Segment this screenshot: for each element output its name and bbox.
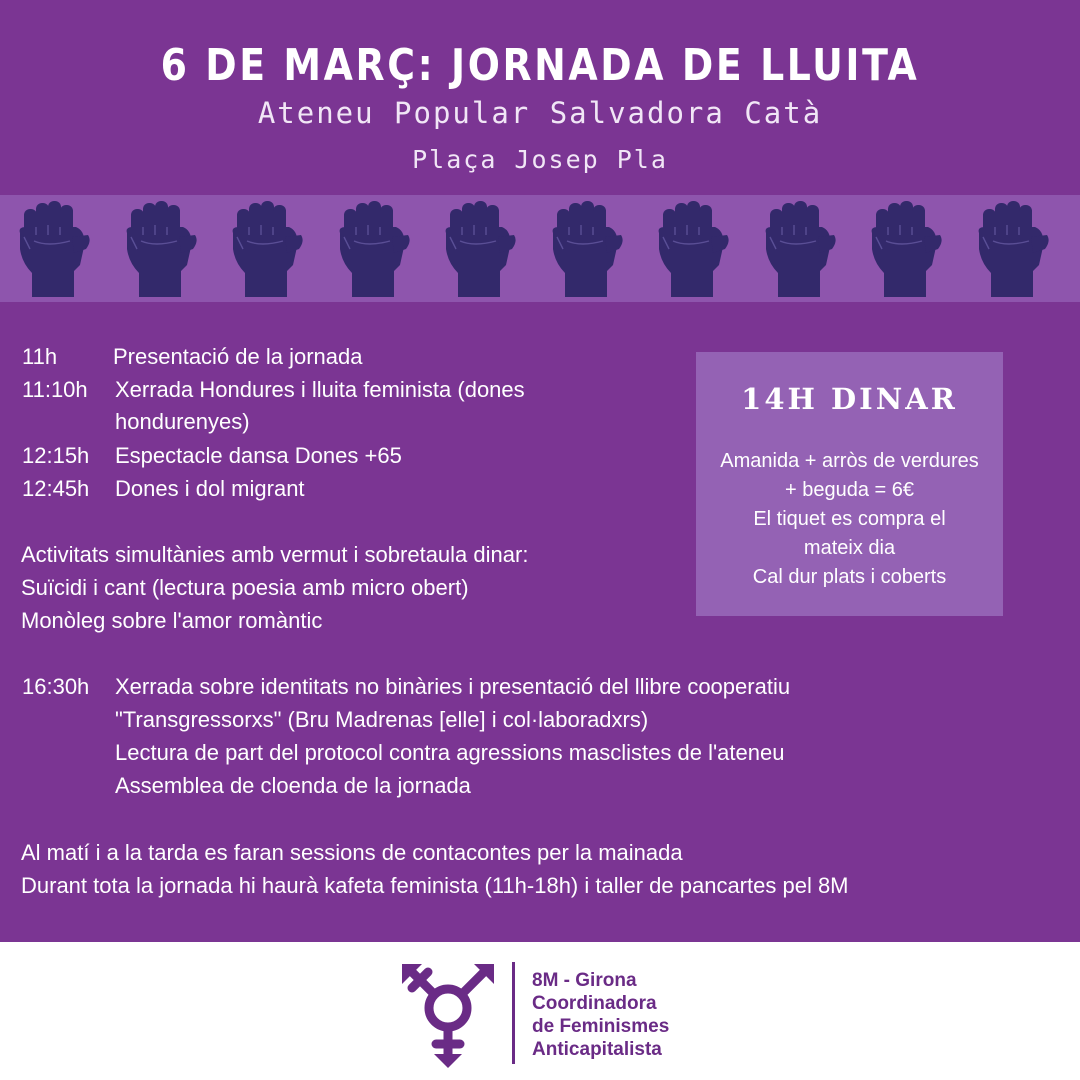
schedule-section [0,302,1080,942]
fist-band [0,195,1080,302]
schedule-time: 12:15h [22,443,90,468]
schedule-item: Lectura de part del protocol contra agressions masclistes de l'ateneu [115,740,785,765]
raised-fist-icon [866,197,944,299]
simultaneous-item: Suïcidi i cant (lectura poesia amb micro obert) [21,575,469,600]
schedule-time: 16:30h [22,674,90,699]
schedule-item: Dones i dol migrant [115,476,305,501]
raised-fist-icon [653,197,731,299]
lunch-line: mateix dia [803,537,896,559]
simultaneous-heading: Activitats simultànies amb vermut i sobretaula dinar: [21,542,529,567]
raised-fist-icon [14,197,92,299]
footer-divider [512,962,515,1064]
venue-address: Plaça Josep Pla [412,145,668,174]
org-line: Coordinadora [532,993,657,1014]
raised-fist-icon [227,197,305,299]
raised-fist-icon [760,197,838,299]
lunch-line: + beguda = 6€ [784,479,914,501]
lunch-line: El tiquet es compra el [753,508,946,530]
schedule-item: "Transgressorxs" (Bru Madrenas [elle] i col·laboradxrs) [115,707,649,732]
schedule-item: Assemblea de cloenda de la jornada [115,773,471,798]
raised-fist-icon [334,197,412,299]
schedule-item: Presentació de la jornada [113,344,363,369]
venue-name: Ateneu Popular Salvadora Catà [257,96,823,130]
schedule-item-continuation: hondurenyes) [115,409,250,434]
schedule-time: 11h [22,344,58,369]
note: Al matí i a la tarda es faran sessions de contacontes per la mainada [21,840,683,865]
header [0,0,1080,195]
page-title: 6 DE MARÇ: JORNADA DE LLUITA [160,40,920,91]
lunch-line: Cal dur plats i coberts [752,566,947,588]
schedule-time: 12:45h [22,476,90,501]
note: Durant tota la jornada hi haurà kafeta feminista (11h-18h) i taller de pancartes pel 8M [21,873,849,898]
org-line: 8M - Girona [532,970,637,991]
transgender-symbol-icon [398,958,498,1068]
simultaneous-item: Monòleg sobre l'amor romàntic [21,608,323,633]
org-line: Anticapitalista [532,1039,662,1060]
schedule-item: Xerrada sobre identitats no binàries i presentació del llibre cooperatiu [115,674,791,699]
org-line: de Feminismes [532,1016,670,1037]
raised-fist-icon [440,197,518,299]
raised-fist-icon [121,197,199,299]
schedule-time: 11:10h [22,377,88,402]
schedule-item: Xerrada Hondures i lluita feminista (dones [115,377,525,402]
raised-fist-icon [547,197,625,299]
lunch-line: Amanida + arròs de verdures [720,450,979,472]
lunch-box [696,352,1003,616]
raised-fist-icon [973,197,1051,299]
schedule-item: Espectacle dansa Dones +65 [115,443,402,468]
lunch-title: 14H DINAR [741,382,958,416]
